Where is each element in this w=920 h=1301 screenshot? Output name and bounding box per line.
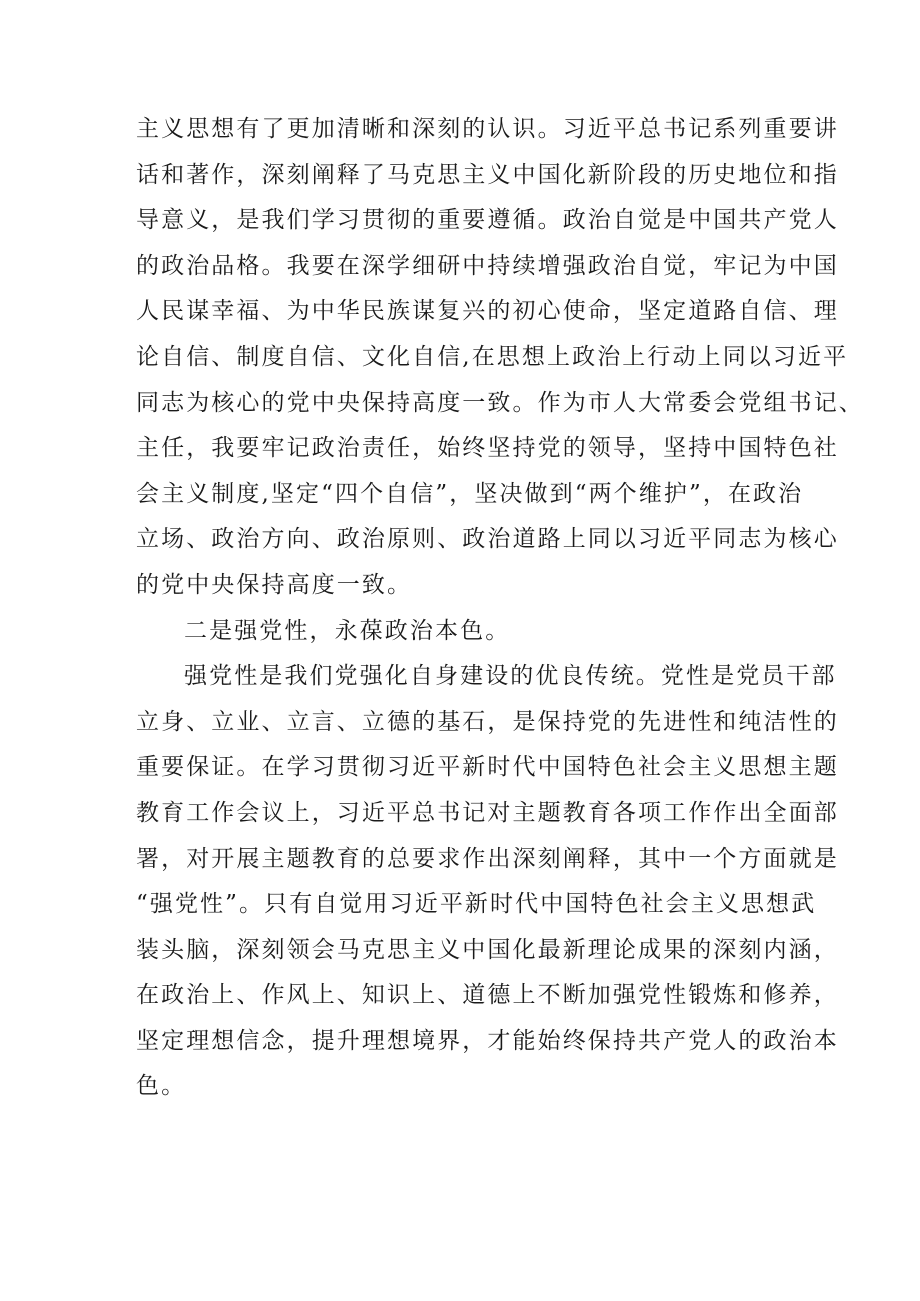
text-line: 的党中央保持高度一致。 — [136, 571, 413, 598]
text-line: 在政治上、作风上、知识上、道德上不断加强党性锻炼和修养， — [136, 982, 839, 1009]
text-line: 立场、政治方向、政治原则、政治道路上同以习近平同志为核心 — [136, 526, 839, 553]
text-line: 教育工作会议上，习近平总书记对主题教育各项工作作出全面部 — [136, 799, 839, 826]
text-line: 导意义，是我们学习贯彻的重要遵循。政治自觉是中国共产党人 — [136, 207, 839, 234]
text-line: 话和著作，深刻阐释了马克思主义中国化新阶段的历史地位和指 — [136, 161, 839, 188]
text-line: 主任，我要牢记政治责任，始终坚持党的领导，坚持中国特色社 — [136, 435, 839, 462]
text-line: 立身、立业、立言、立德的基石，是保持党的先进性和纯洁性的 — [136, 708, 839, 735]
text-line: 同志为核心的党中央保持高度一致。作为市人大常委会党组书记、 — [136, 389, 864, 416]
body-text — [136, 107, 864, 1110]
text-line: 坚定理想信念，提升理想境界，才能始终保持共产党人的政治本 — [136, 1027, 839, 1054]
text-line: 人民谋幸福、为中华民族谋复兴的初心使命，坚定道路自信、理 — [136, 298, 839, 325]
text-line: 色。 — [136, 1073, 187, 1100]
paragraph-first-line: 强党性是我们党强化自身建设的优良传统。党性是党员干部 — [184, 663, 837, 690]
text-line: 会主义制度,坚定“四个自信”，坚决做到“两个维护”，在政治 — [136, 480, 804, 507]
text-line: 的政治品格。我要在深学细研中持续增强政治自觉，牢记为中国 — [136, 252, 839, 279]
text-line: 主义思想有了更加清晰和深刻的认识。习近平总书记系列重要讲 — [136, 116, 839, 142]
text-line: “强党性”。只有自觉用习近平新时代中国特色社会主义思想武 — [136, 891, 817, 918]
text-line: 论自信、制度自信、文化自信,在思想上政治上行动上同以习近平 — [136, 343, 849, 370]
text-line: 署，对开展主题教育的总要求作出深刻阐释，其中一个方面就是 — [136, 845, 839, 872]
text-line: 装头脑，深刻领会马克思主义中国化最新理论成果的深刻内涵， — [136, 936, 839, 963]
text-line: 重要保证。在学习贯彻习近平新时代中国特色社会主义思想主题 — [136, 754, 839, 781]
section-heading: 二是强党性，永葆政治本色。 — [184, 617, 511, 644]
